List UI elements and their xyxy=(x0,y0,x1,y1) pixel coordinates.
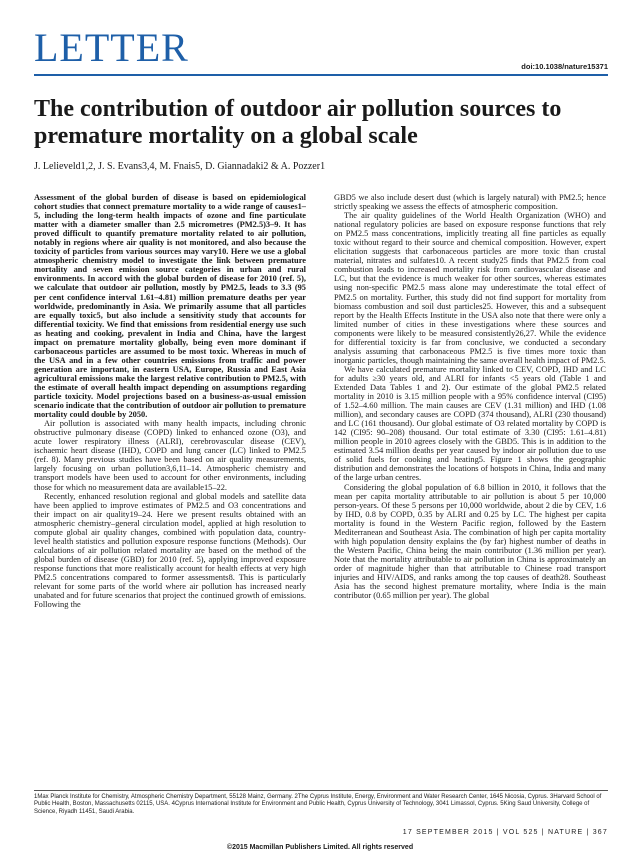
body-paragraph-continued: GBD5 we also include desert dust (which is largely natural) with PM2.5; hence strictly speaking we assess the effects of atmospheric composition. xyxy=(334,193,606,212)
body-paragraph: Recently, enhanced resolution regional and global models and satellite data have been applied to improve estimates of PM2.5 and O3 concentrations and their impact on air quality19–24. Here we present results obtained with an atmospheric chemistry–general circulation model, applied at high resolution to compute global air quality changes, combined with population data, country-level health statistics and pollution exposure response functions (Methods). Our calculations of air pollution related mortality are based on the method of the global burden of disease (GBD) for 2010 (ref. 5), applying improved exposure response functions that more realistically account for health effects at very high PM2.5 concentrations compared to former assessments8. This is particularly relevant for some parts of the world where air pollution has increased nearly unabated and for future scenarios that project the continued growth of emissions. Following the xyxy=(34,491,306,610)
affiliation-rule xyxy=(34,790,608,791)
body-paragraph: We have calculated premature mortality linked to CEV, COPD, IHD and LC for adults ≥30 years old, and ALRI for infants <5 years old (Table 1 and Extended Data Tables 1 and 2). Our estimate of the global PM2.5 related mortality in 2010 is 3.15 million people with a 95% confidence interval (CI95) of 1.52–4.60 million. The main causes are CEV (1.31 million) and IHD (1.08 million), and secondary causes are COPD (374 thousand), ALRI (230 thousand) and LC (161 thousand). Our global estimate of O3 related mortality by COPD is 142 (CI95: 90–208) thousand. Our total estimate of 3.30 (CI95: 1.61–4.81) million people in 2010 agrees closely with the GBD5. This is in addition to the estimated 3.54 million deaths per year caused by indoor air pollution due to use of solid fuels for cooking and heating5. Figure 1 shows the geographic distribution and demonstrates the locations of hotspots in China, India and many of the large urban centres. xyxy=(334,364,606,483)
body-paragraph: The air quality guidelines of the World Health Organization (WHO) and national regulatory policies are based on exposure response functions that rely on PM2.5 mass concentrations, implicitly treating all fine particles as equally toxic without regard to their source and chemical composition. However, expert elicitation suggests that carbonaceous particles are more toxic than crustal material, nitrates and sulfates10. A recent study25 finds that PM2.5 from coal combustion leads to increased mortality risk from cardiovascular disease and LC, but that the evidence is much weaker for other sources, whereas estimates using non-specific PM2.5 mass alone may underestimate the total effect of PM2.5 on mortality. Further, this study did not find support for mortality from biomass combustion and soil dust particles25. However, this and a subsequent report by the Health Effects Institute in the USA also note that there were only a limited number of cities in these investigations where these sources and components were likely to be measured consistently26,27. While the evidence for differential toxicity is far from conclusive, we conducted a secondary analysis assuming that carbonaceous PM2.5 is five times more toxic than inorganic particles, though maintaining the same overall health impact of PM2.5. xyxy=(334,211,606,365)
left-column xyxy=(34,193,306,609)
section-label: LETTER xyxy=(34,25,189,70)
affiliations: 1Max Planck Institute for Chemistry, Atmospheric Chemistry Department, 55128 Mainz, Germany. 2The Cyprus Institute, Energy, Environment and Water Research Center, 1645 Nicosia, Cyprus. 3Harvard School of Public Health, Boston, Massachusetts 02115, USA. 4Cyprus International Institute for Environment and Public Health, Cyprus University of Technology, 3041 Limassol, Cyprus. 5King Saud University, College of Science, Riyadh 11451, Saudi Arabia. xyxy=(34,794,602,815)
article-title: The contribution of outdoor air pollution sources to premature mortality on a global scale xyxy=(34,96,562,149)
body-paragraph: Air pollution is associated with many health impacts, including chronic obstructive pulmonary disease (COPD) linked to enhanced ozone (O3), and acute lower respiratory illness (ALRI), cerebrovascular disease (CEV), ischaemic heart disease (IHD), COPD and lung cancer (LC) linked to PM2.5 (ref. 8). Many previous studies have been based on air quality measurements, largely focusing on urban pollution3,6,11–14. Atmospheric chemistry and transport models have been used to account for other environments, including those for which no measurement data are available15–22. xyxy=(34,419,306,492)
abstract-paragraph: Assessment of the global burden of disease is based on epidemiological cohort studies that connect premature mortality to a wide range of causes1–5, including the long-term health impacts of ozone and fine particulate matter with a diameter smaller than 2.5 micrometres (PM2.5)3–9. It has proved difficult to quantify premature mortality related to air pollution, notably in regions where air quality is not monitored, and also because the toxicity of particles from various sources may vary10. Here we use a global atmospheric chemistry model to investigate the link between premature mortality and seven emission source categories in urban and rural environments. In accord with the global burden of disease for 2010 (ref. 5), we calculate that outdoor air pollution, mostly by PM2.5, leads to 3.3 (95 per cent confidence interval 1.61–4.81) million premature deaths per year worldwide, predominantly in Asia. We primarily assume that all particles are equally toxic5, but also include a sensitivity study that accounts for differential toxicity. We find that emissions from residential energy use such as heating and cooking, prevalent in India and China, have the largest impact on premature mortality globally, being even more dominant if carbonaceous particles are assumed to be most toxic. Whereas in much of the USA and in a few other countries emissions from traffic and power generation are important, in eastern USA, Europe, Russia and East Asia agricultural emissions make the largest relative contribution to PM2.5, with the estimate of overall health impact depending on assumptions regarding particle toxicity. Model projections based on a business-as-usual emission scenario indicate that the contribution of outdoor air pollution to premature mortality could double by 2050. xyxy=(34,193,306,420)
issue-line: 17 SEPTEMBER 2015 | VOL 525 | NATURE | 367 xyxy=(402,829,608,836)
doi[interactable]: doi:10.1038/nature15371 xyxy=(521,62,608,71)
right-column xyxy=(334,193,606,600)
header-rule xyxy=(34,74,608,76)
body-paragraph: Considering the global population of 6.8 billion in 2010, it follows that the mean per capita mortality attributable to air pollution is about 5 per 10,000 person-years. Of these 5 persons per 10,000 worldwide, about 2 die by CEV, 1.6 by IHD, 0.8 by COPD, 0.35 by ALRI and 0.25 by LC. The highest per capita mortality is found in the Western Pacific region, followed by the Eastern Mediterranean and Southeast Asia. The combination of high per capita mortality with high population density explains the (by far) highest number of deaths in the Western Pacific, China being the main contributor (1.36 million per year). Note that the mortality attributable to air pollution in China is approximately an order of magnitude higher than that attributable to Chinese road transport injuries and HIV/AIDS, and ranks among the top causes of death28. Southeast Asia has the second highest premature mortality, where India is the main contributor (0.65 million per year). The global xyxy=(334,482,606,601)
copyright: ©2015 Macmillan Publishers Limited. All rights reserved xyxy=(226,844,414,851)
author-list: J. Lelieveld1,2, J. S. Evans3,4, M. Fnais5, D. Giannadaki2 & A. Pozzer1 xyxy=(34,161,326,172)
